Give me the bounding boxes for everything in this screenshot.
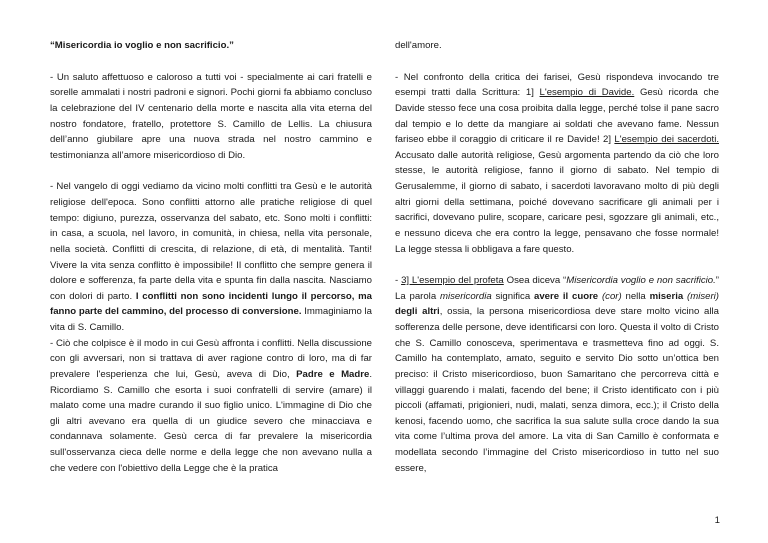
page-number: 1 bbox=[714, 515, 720, 526]
paragraph-continuation: dell'amore. bbox=[395, 40, 442, 51]
conflicts-text: - Nel vangelo di oggi vediamo da vicino molti conflitti tra Gesù e le autorità religiose dell'epoca. Sono conflitti attorno alle pratiche religiose di quel tempo: digiuno, purezza, osservanza del sabato, etc. Sono molti i conflitti: in casa, a scuola, nel lavoro, in comunità, in chiesa, nella vita personale, nella società. Conflitti di crescita, di relazione, di età, di mentalità. Tanti! Vivere la vita senza conflitto è impossibile! Il conflitto che sempre genera il dolore e sofferenza, fa parte della vita e spunta fin dalla nascita. Nasciamo con dolori di parto. bbox=[50, 181, 372, 302]
prophet-text-2: ” La parola bbox=[395, 275, 719, 302]
jesus-text-end: . Ricordiamo S. Camillo che esorta i suoi confratelli di servire (amare) il malato come una madre curando il suo figlio unico. L'immagine di Dio che gli altri avevano era quella di un giudice severo che minacciava e condannava solamente. Gesù cerca di far prevalere la misericordia sull'osservanza cieca delle norme e della legge che non avevano nulla a che vedere con l'obiettivo della Legge che è la pratica bbox=[50, 368, 372, 474]
bold-miseria: miseria bbox=[649, 290, 684, 302]
paragraph-jesus-conflicts bbox=[50, 336, 372, 477]
paragraph-pharisees bbox=[395, 70, 719, 258]
conflicts-text-end: Immaginiamo la vita di S. Camillo. bbox=[50, 306, 372, 333]
document-title: “Misericordia io voglio e non sacrificio.” bbox=[50, 40, 234, 51]
left-column bbox=[50, 38, 372, 476]
paragraph-conflicts bbox=[50, 179, 372, 335]
pharisees-text-2: Gesù ricorda che Davide stesso fece una cosa proibita dalla legge, perché tolse il pane sacro dal tempio e lo dette da mangiare ai soldati che avevano fame. Nessun fariseo ebbe il coraggio di criticare il re Davide! 2] bbox=[395, 87, 719, 146]
prophet-text-1: Osea diceva “ bbox=[503, 275, 567, 287]
italic-cor: (cor) bbox=[601, 290, 622, 302]
italic-miseri: (miseri) bbox=[687, 290, 719, 302]
conflicts-bold: I conflitti non sono incidenti lungo il percorso, ma fanno parte del cammino, del processo di conversione. bbox=[50, 290, 372, 318]
right-column bbox=[395, 38, 719, 476]
pharisees-text-3: Accusato dalle autorità religiose, Gesù argomenta partendo da ciò che loro stesse, le autorità religiose, fanno il giorno di sabato. Nel tempio di Gerusalemme, il giorno di sabato, i sacerdoti lavoravano molto di più degli altri giorni della settimana, poiché dovevano sacrificare gli animali per i sacrifici, dovevano pulire, scopare, caricare pesi, sgozzare gli animali, etc., e nessuno diceva che era contro la legge, pensavano che fosse normale! La legge stessa li obbligava a fare questo. bbox=[395, 149, 719, 255]
paragraph-greeting: - Un saluto affettuoso e caloroso a tutti voi - specialmente ai cari fratelli e sorelle ammalati i nostri padroni e signori. Pochi giorni fa abbiamo concluso la celebrazione del IV centenario della morte e nascita alla vita eterna del nostro fondatore, fratello, protettore S. Camillo de Lellis. La chiusura dell’anno giubilare apre una nuova strada nel nostro cammino e testimonianza all’amore misericordioso di Dio. bbox=[50, 71, 372, 161]
prophet-text-5: , ossia, la persona misericordiosa deve stare molto vicino alla sofferenza delle persone, deve identificarsi con loro. Questa il volto di Cristo che S. Camillo conosceva, sperimentava e trasmetteva fino ad oggi. S. Camillo ha contemplato, amato, seguito e servito Dio sotto un’ottica ben preciso: il Cristo misericordioso, buon Samaritano che percorreva città e villaggi guarendo i malati, facendo del bene; il Cristo identificato con i più piccoli (affamati, prigionieri, nudi, malati, senza dimora, ecc.); il Cristo della kenosi, facendo uomo, che sacrifica la sua salute sulla croce dando la sua vita come l’ultima prova del amore. La vita di San Camillo è conformata e modellata secondo l’immagine del Cristo misericordioso in tutto nel suo essere, bbox=[395, 306, 719, 474]
word-misericordia: misericordia bbox=[439, 290, 492, 302]
prophet-quote: Misericordia voglio e non sacrificio. bbox=[566, 275, 716, 287]
bold-degli-altri: degli altri bbox=[395, 306, 440, 318]
bold-avere-il-cuore: avere il cuore bbox=[533, 290, 599, 302]
prophet-dash: - bbox=[395, 275, 402, 287]
example-david: L'esempio di Davide. bbox=[539, 87, 635, 99]
jesus-text: - Ciò che colpisce è il modo in cui Gesù affronta i conflitti. Nella discussione con gli avversari, non si trattava di aver ragione contro di loro, ma di far prevalere l'esperienza che lui, Gesù, aveva di Dio, bbox=[50, 337, 372, 380]
paragraph-prophet bbox=[395, 273, 719, 476]
padre-madre-bold: Padre e Madre bbox=[296, 368, 370, 380]
example-prophet: 3] L'esempio del profeta bbox=[401, 275, 504, 287]
example-priests: L'esempio dei sacerdoti. bbox=[614, 134, 719, 146]
prophet-text-4: nella bbox=[621, 290, 650, 302]
pharisees-text: - Nel confronto della critica dei farisei, Gesù rispondeva invocando tre esempi tratti dalla Scrittura: 1] bbox=[395, 71, 719, 99]
prophet-text-3: significa bbox=[491, 290, 534, 302]
